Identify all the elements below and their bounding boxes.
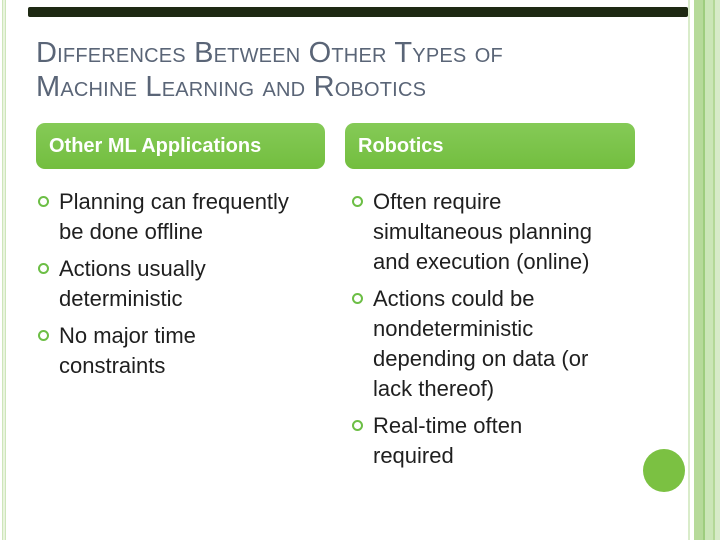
- column-header-label: Robotics: [358, 134, 444, 157]
- list-item: [38, 321, 340, 381]
- slide-title-line: Differences Between Other Types of: [36, 37, 503, 69]
- list-item: [38, 187, 340, 247]
- list-item-line: and execution (online): [373, 249, 590, 274]
- list-item-line: simultaneous planning: [373, 219, 592, 244]
- list-item-line: No major time: [59, 323, 196, 348]
- list-item-line: Actions usually: [59, 256, 206, 281]
- bullet-ring-icon: [38, 330, 49, 341]
- list-item: [352, 284, 667, 404]
- list-item-line: Real-time often: [373, 413, 523, 438]
- list-item-text: [373, 411, 522, 471]
- right-striped-band: [688, 0, 720, 540]
- list-item-text: [59, 321, 196, 381]
- column-header-label: Other ML Applications: [49, 134, 262, 157]
- list-item-line: be done offline: [59, 219, 203, 244]
- list-item-line: required: [373, 443, 454, 468]
- list-item: [352, 187, 667, 277]
- accent-circle: [643, 449, 685, 492]
- bullet-list-other-ml: [38, 187, 340, 388]
- top-dark-bar: [28, 7, 688, 17]
- column-header-other-ml: [36, 123, 325, 169]
- list-item-text: [373, 187, 592, 277]
- bullet-ring-icon: [38, 263, 49, 274]
- list-item-line: lack thereof): [373, 376, 495, 401]
- slide-title: [36, 36, 646, 104]
- list-item-line: Often require: [373, 189, 502, 214]
- bullet-list-robotics: [352, 187, 667, 478]
- column-header-robotics: [345, 123, 635, 169]
- list-item-line: constraints: [59, 353, 166, 378]
- list-item-line: Planning can frequently: [59, 189, 289, 214]
- list-item-line: depending on data (or: [373, 346, 589, 371]
- bullet-ring-icon: [352, 196, 363, 207]
- list-item-text: [59, 254, 206, 314]
- bullet-ring-icon: [352, 293, 363, 304]
- list-item-line: deterministic: [59, 286, 183, 311]
- list-item-text: [373, 284, 588, 404]
- bullet-ring-icon: [38, 196, 49, 207]
- list-item: [38, 254, 340, 314]
- list-item-text: [59, 187, 289, 247]
- list-item-line: Actions could be: [373, 286, 535, 311]
- list-item-line: nondeterministic: [373, 316, 534, 341]
- slide-title-line: Machine Learning and Robotics: [36, 71, 427, 103]
- bullet-ring-icon: [352, 420, 363, 431]
- left-border-line: [2, 0, 6, 540]
- list-item: [352, 411, 667, 471]
